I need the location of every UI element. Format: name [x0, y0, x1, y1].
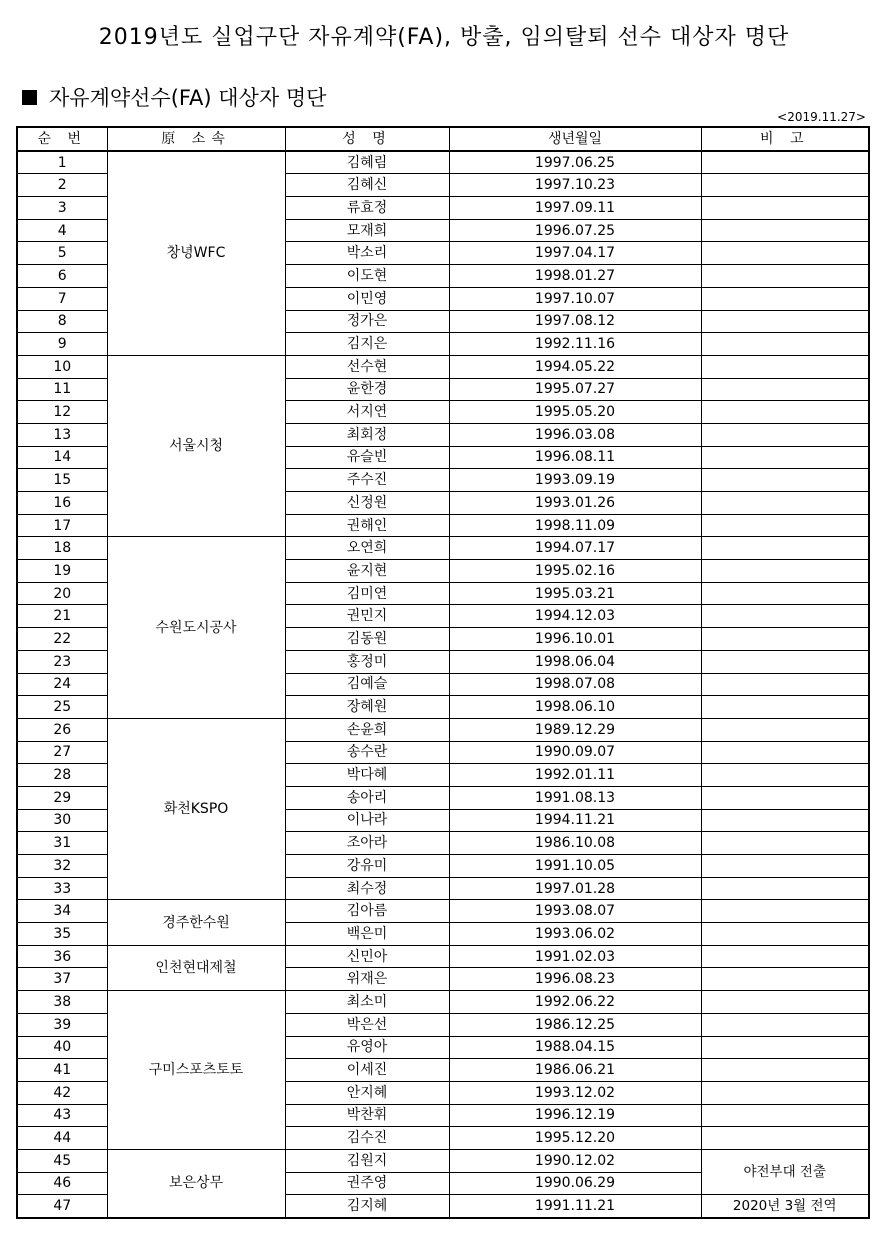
remarks-cell — [701, 673, 869, 696]
player-name: 이나라 — [285, 809, 449, 832]
remarks-cell — [701, 764, 869, 787]
player-name: 박찬휘 — [285, 1104, 449, 1127]
row-number: 42 — [17, 1081, 107, 1104]
table-row — [17, 151, 869, 174]
birth-date: 1998.07.08 — [449, 673, 701, 696]
row-number: 11 — [17, 378, 107, 401]
remarks-cell — [701, 628, 869, 651]
remarks-cell — [701, 582, 869, 605]
column-header-number: 순 번 — [17, 127, 107, 151]
remarks-cell — [701, 741, 869, 764]
player-name: 송아리 — [285, 786, 449, 809]
birth-date: 1994.05.22 — [449, 355, 701, 378]
row-number: 4 — [17, 219, 107, 242]
table-row — [17, 900, 869, 923]
player-name: 오연희 — [285, 537, 449, 560]
birth-date: 1995.03.21 — [449, 582, 701, 605]
birth-date: 1993.06.02 — [449, 923, 701, 946]
birth-date: 1997.01.28 — [449, 877, 701, 900]
birth-date: 1989.12.29 — [449, 718, 701, 741]
remarks-cell — [701, 537, 869, 560]
table-row — [17, 718, 869, 741]
player-name: 모재희 — [285, 219, 449, 242]
birth-date: 1990.06.29 — [449, 1172, 701, 1195]
player-name: 권해인 — [285, 514, 449, 537]
row-number: 5 — [17, 242, 107, 265]
birth-date: 1990.09.07 — [449, 741, 701, 764]
player-name: 백은미 — [285, 923, 449, 946]
player-name: 김혜신 — [285, 174, 449, 197]
row-number: 31 — [17, 832, 107, 855]
birth-date: 1998.01.27 — [449, 265, 701, 288]
remarks-cell — [701, 718, 869, 741]
player-name: 박소리 — [285, 242, 449, 265]
remarks-cell — [701, 809, 869, 832]
remarks-cell — [701, 991, 869, 1014]
table-row — [17, 991, 869, 1014]
player-name: 김원지 — [285, 1149, 449, 1172]
player-name: 주수진 — [285, 469, 449, 492]
row-number: 46 — [17, 1172, 107, 1195]
player-name: 손윤희 — [285, 718, 449, 741]
remarks-cell — [701, 197, 869, 220]
row-number: 14 — [17, 446, 107, 469]
birth-date: 1995.02.16 — [449, 560, 701, 583]
birth-date: 1997.08.12 — [449, 310, 701, 333]
birth-date: 1992.01.11 — [449, 764, 701, 787]
row-number: 17 — [17, 514, 107, 537]
table-row — [17, 1149, 869, 1172]
remarks-cell — [701, 923, 869, 946]
row-number: 23 — [17, 650, 107, 673]
birth-date: 1996.08.11 — [449, 446, 701, 469]
remarks-cell — [701, 242, 869, 265]
birth-date: 1990.12.02 — [449, 1149, 701, 1172]
table-header-row — [17, 127, 869, 151]
player-name: 정가은 — [285, 310, 449, 333]
player-name: 선수현 — [285, 355, 449, 378]
remarks-cell — [701, 174, 869, 197]
remarks-cell — [701, 469, 869, 492]
player-name: 김지혜 — [285, 1195, 449, 1218]
remarks-cell — [701, 355, 869, 378]
player-name: 이민영 — [285, 287, 449, 310]
birth-date: 1992.06.22 — [449, 991, 701, 1014]
remarks-cell — [701, 151, 869, 174]
remarks-cell — [701, 265, 869, 288]
row-number: 12 — [17, 401, 107, 424]
club-cell: 구미스포츠토토 — [107, 991, 285, 1150]
remarks-cell — [701, 1081, 869, 1104]
remarks-cell — [701, 832, 869, 855]
table-row — [17, 945, 869, 968]
birth-date: 1993.08.07 — [449, 900, 701, 923]
row-number: 29 — [17, 786, 107, 809]
remarks-cell — [701, 1059, 869, 1082]
remarks-cell — [701, 560, 869, 583]
player-name: 김수진 — [285, 1127, 449, 1150]
player-name: 류효정 — [285, 197, 449, 220]
player-name: 윤지현 — [285, 560, 449, 583]
remarks-cell — [701, 650, 869, 673]
table-row — [17, 355, 869, 378]
row-number: 26 — [17, 718, 107, 741]
remarks-cell — [701, 877, 869, 900]
player-name: 최소미 — [285, 991, 449, 1014]
row-number: 24 — [17, 673, 107, 696]
remarks-cell — [701, 1127, 869, 1150]
row-number: 40 — [17, 1036, 107, 1059]
player-name: 서지연 — [285, 401, 449, 424]
birth-date: 1991.10.05 — [449, 855, 701, 878]
club-cell: 인천현대제철 — [107, 945, 285, 990]
birth-date: 1992.11.16 — [449, 333, 701, 356]
birth-date: 1995.05.20 — [449, 401, 701, 424]
remarks-cell: 야전부대 전출 — [701, 1149, 869, 1194]
birth-date: 1993.01.26 — [449, 492, 701, 515]
row-number: 34 — [17, 900, 107, 923]
player-name: 이도현 — [285, 265, 449, 288]
birth-date: 1998.06.04 — [449, 650, 701, 673]
row-number: 21 — [17, 605, 107, 628]
birth-date: 1997.10.23 — [449, 174, 701, 197]
row-number: 38 — [17, 991, 107, 1014]
row-number: 43 — [17, 1104, 107, 1127]
table-row — [17, 537, 869, 560]
column-header-club: 原 소속 — [107, 127, 285, 151]
birth-date: 1993.12.02 — [449, 1081, 701, 1104]
remarks-cell — [701, 786, 869, 809]
player-name: 김미연 — [285, 582, 449, 605]
birth-date: 1986.10.08 — [449, 832, 701, 855]
birth-date: 1996.10.01 — [449, 628, 701, 651]
remarks-cell — [701, 492, 869, 515]
row-number: 36 — [17, 945, 107, 968]
row-number: 2 — [17, 174, 107, 197]
birth-date: 1995.12.20 — [449, 1127, 701, 1150]
birth-date: 1997.06.25 — [449, 151, 701, 174]
row-number: 28 — [17, 764, 107, 787]
row-number: 37 — [17, 968, 107, 991]
remarks-cell — [701, 945, 869, 968]
remarks-cell — [701, 310, 869, 333]
player-name: 김동원 — [285, 628, 449, 651]
birth-date: 1996.07.25 — [449, 219, 701, 242]
birth-date: 1988.04.15 — [449, 1036, 701, 1059]
page-title: 2019년도 실업구단 자유계약(FA), 방출, 임의탈퇴 선수 대상자 명단 — [98, 25, 790, 50]
remarks-cell — [701, 333, 869, 356]
player-name: 유영아 — [285, 1036, 449, 1059]
birth-date: 1991.08.13 — [449, 786, 701, 809]
birth-date: 1998.11.09 — [449, 514, 701, 537]
row-number: 25 — [17, 696, 107, 719]
birth-date: 1997.04.17 — [449, 242, 701, 265]
remarks-cell — [701, 378, 869, 401]
birth-date: 1996.08.23 — [449, 968, 701, 991]
remarks-cell — [701, 900, 869, 923]
birth-date: 1993.09.19 — [449, 469, 701, 492]
player-name: 박다혜 — [285, 764, 449, 787]
player-name: 권주영 — [285, 1172, 449, 1195]
player-name: 신민아 — [285, 945, 449, 968]
remarks-cell — [701, 287, 869, 310]
row-number: 19 — [17, 560, 107, 583]
row-number: 15 — [17, 469, 107, 492]
remarks-cell — [701, 855, 869, 878]
birth-date: 1994.12.03 — [449, 605, 701, 628]
column-header-name: 성 명 — [285, 127, 449, 151]
document-date: <2019.11.27> — [777, 110, 866, 124]
row-number: 18 — [17, 537, 107, 560]
player-name: 유슬빈 — [285, 446, 449, 469]
row-number: 44 — [17, 1127, 107, 1150]
row-number: 32 — [17, 855, 107, 878]
row-number: 35 — [17, 923, 107, 946]
player-name: 김혜림 — [285, 151, 449, 174]
square-bullet-icon — [22, 90, 37, 105]
column-header-birthdate: 생년월일 — [449, 127, 701, 151]
row-number: 45 — [17, 1149, 107, 1172]
row-number: 16 — [17, 492, 107, 515]
player-name: 장혜원 — [285, 696, 449, 719]
remarks-cell — [701, 401, 869, 424]
remarks-cell — [701, 605, 869, 628]
birth-date: 1986.12.25 — [449, 1013, 701, 1036]
remarks-cell — [701, 514, 869, 537]
player-name: 김아름 — [285, 900, 449, 923]
remarks-cell — [701, 219, 869, 242]
remarks-cell: 2020년 3월 전역 — [701, 1195, 869, 1218]
birth-date: 1998.06.10 — [449, 696, 701, 719]
row-number: 3 — [17, 197, 107, 220]
remarks-cell — [701, 446, 869, 469]
remarks-cell — [701, 1036, 869, 1059]
player-name: 최회정 — [285, 423, 449, 446]
player-name: 김지은 — [285, 333, 449, 356]
birth-date: 1996.03.08 — [449, 423, 701, 446]
club-cell: 화천KSPO — [107, 718, 285, 900]
birth-date: 1997.09.11 — [449, 197, 701, 220]
player-name: 김예슬 — [285, 673, 449, 696]
row-number: 39 — [17, 1013, 107, 1036]
remarks-cell — [701, 423, 869, 446]
row-number: 10 — [17, 355, 107, 378]
club-cell: 경주한수원 — [107, 900, 285, 945]
fa-player-table — [16, 126, 870, 1219]
row-number: 9 — [17, 333, 107, 356]
birth-date: 1997.10.07 — [449, 287, 701, 310]
club-cell: 보은상무 — [107, 1149, 285, 1218]
column-header-remarks: 비 고 — [701, 127, 869, 151]
row-number: 33 — [17, 877, 107, 900]
club-cell: 수원도시공사 — [107, 537, 285, 719]
remarks-cell — [701, 968, 869, 991]
birth-date: 1995.07.27 — [449, 378, 701, 401]
player-name: 권민지 — [285, 605, 449, 628]
player-name: 윤한경 — [285, 378, 449, 401]
row-number: 7 — [17, 287, 107, 310]
player-name: 송수란 — [285, 741, 449, 764]
player-name: 강유미 — [285, 855, 449, 878]
club-cell: 서울시청 — [107, 355, 285, 537]
player-name: 조아라 — [285, 832, 449, 855]
section-heading-text: 자유계약선수(FA) 대상자 명단 — [49, 86, 327, 110]
row-number: 22 — [17, 628, 107, 651]
birth-date: 1991.02.03 — [449, 945, 701, 968]
row-number: 41 — [17, 1059, 107, 1082]
birth-date: 1994.11.21 — [449, 809, 701, 832]
player-name: 신정원 — [285, 492, 449, 515]
player-name: 위재은 — [285, 968, 449, 991]
player-name: 이세진 — [285, 1059, 449, 1082]
section-heading — [22, 82, 326, 112]
remarks-cell — [701, 1104, 869, 1127]
club-cell: 창녕WFC — [107, 151, 285, 356]
row-number: 30 — [17, 809, 107, 832]
player-name: 안지혜 — [285, 1081, 449, 1104]
birth-date: 1994.07.17 — [449, 537, 701, 560]
player-name: 박은선 — [285, 1013, 449, 1036]
row-number: 20 — [17, 582, 107, 605]
birth-date: 1996.12.19 — [449, 1104, 701, 1127]
remarks-cell — [701, 696, 869, 719]
birth-date: 1986.06.21 — [449, 1059, 701, 1082]
row-number: 27 — [17, 741, 107, 764]
player-name: 최수정 — [285, 877, 449, 900]
row-number: 13 — [17, 423, 107, 446]
row-number: 47 — [17, 1195, 107, 1218]
row-number: 8 — [17, 310, 107, 333]
remarks-cell — [701, 1013, 869, 1036]
row-number: 1 — [17, 151, 107, 174]
birth-date: 1991.11.21 — [449, 1195, 701, 1218]
player-name: 홍정미 — [285, 650, 449, 673]
row-number: 6 — [17, 265, 107, 288]
